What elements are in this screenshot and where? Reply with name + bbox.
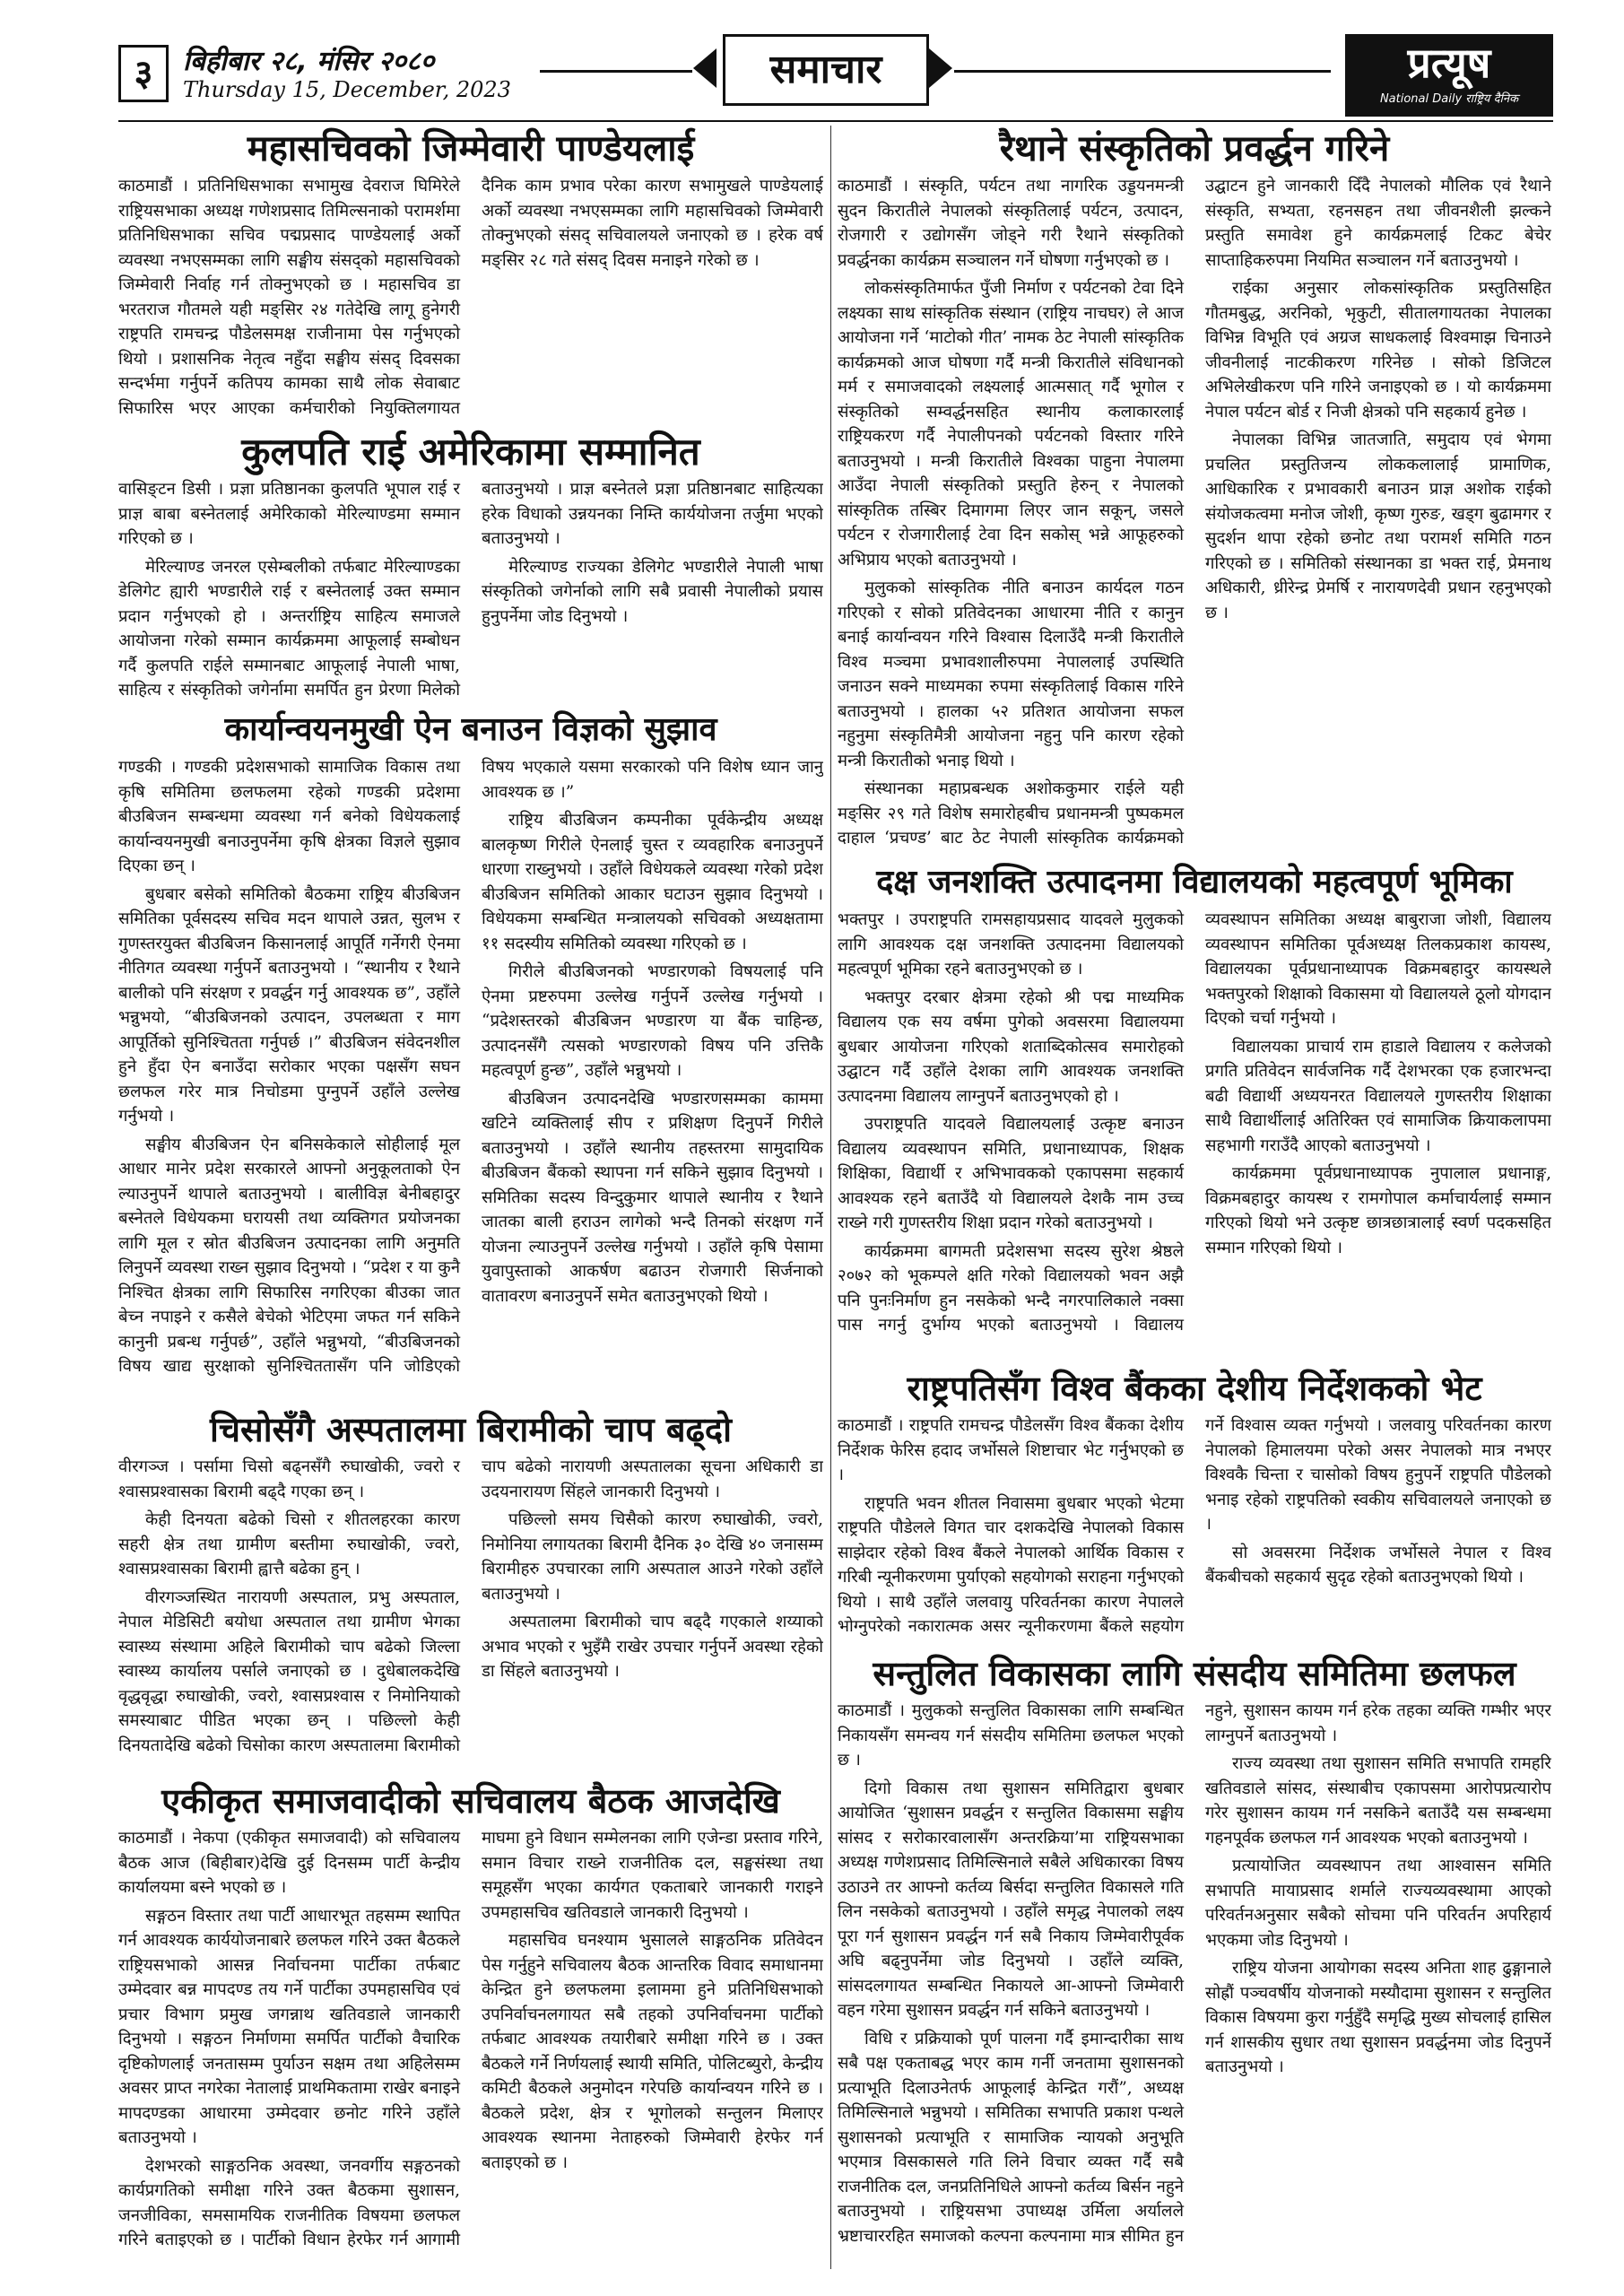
arrow-right-icon <box>929 48 952 88</box>
article-paragraph: विधि र प्रक्रियाको पूर्ण पालना गर्दै इमान्दारीका साथ सबै पक्ष एकताबद्ध भएर काम गर्नी जनतामा सुशासनको प्रत्याभूति दिलाउनेतर्फ आफूलाई केन्द्रित गरौं”, अध्यक्ष तिमिल्सिनाले भन्नुभयो । समितिका सभापति प्रकाश पन्थले सुशासनको प्रत्याभूति र सामाजिक न्यायको अनुभूति भएमात्र विसकासले गति लिने विचार व्यक्त गर्दै सबै राजनीतिक दल, जनप्रतिनिधिले आफ्नो कर्तव्य बिर्सन नहुने बताउनुभयो । राष्ट्रियसभा उपाध्यक्ष उर्मिला अर्यालले भ्रष्टाचाररहित समाजको कल्पना कल्पनामा मात्र सीमित हुन नहुने, सुशासन कायम गर्न हरेक तहका व्यक्ति गम्भीर भएर लाग्नुपर्ने बताउनुभयो । <box>838 1701 1551 2246</box>
article-paragraph: काठमाडौं । संस्कृति, पर्यटन तथा नागरिक उड्डयनमन्त्री सुदन किरातीले नेपालको संस्कृतिलाई पर्यटन, उत्पादन, रोजगारी र उद्योगसँग जोड्ने गरी रैथाने संस्कृतिको प्रवर्द्धनका कार्यक्रम सञ्चालन गर्ने घोषणा गर्नुभएको छ । <box>838 177 1184 270</box>
arrow-left-icon <box>693 48 716 88</box>
article-paragraph: मुलुकको सांस्कृतिक नीति बनाउन कार्यदल गठन गरिएको र सोको प्रतिवेदनका आधारमा नीति र कानुन बनाई कार्यान्वयन गरिने विश्वास दिलाउँदै मन्त्री किरातीले विश्व मञ्चमा प्रभावशालीरुपमा नेपाललाई उपस्थिति जनाउन सक्ने माध्यमका रुपमा संस्कृतिलाई विकास गरिने बताउनुभयो । हालका ५२ प्रतिशत आयोजना सफल नहुनुमा संस्कृतिमैत्री आयोजना नहुनु पनि कारण रहेको मन्त्री किरातीको भनाइ थियो । <box>838 578 1184 770</box>
article-headline: दक्ष जनशक्ति उत्पादनमा विद्यालयको महत्वपूर्ण भूमिका <box>876 864 1513 900</box>
article-paragraph: देशभरको साङ्गठनिक अवस्था, जनवर्गीय सङ्गठनको कार्यप्रगतिको समीक्षा गरिने उक्त बैठकमा सुशासन, जनजीविका, समसामयिक राजनीतिक विषयमा छलफल गरिने बताइएको छ । पार्टीको विधान हेरफेर गर्न आगामी माघमा हुने विधान सम्मेलनका लागि एजेन्डा प्रस्ताव गरिने, समान विचार राख्ने राजनीतिक दल, सङ्घसंस्था तथा समूहसँग भएका कार्यगत एकताबारे जानकारी गराइने उपमहासचिव खतिवडाले जानकारी दिनुभयो । <box>118 1829 823 2249</box>
article-paragraph: प्रत्यायोजित व्यवस्थापन तथा आश्वासन समिति सभापति मायाप्रसाद शर्माले राज्यव्यवस्थामा आएको परिवर्तनअनुसार सबैको सोचमा पनि परिवर्तन अपरिहार्य भएकमा जोड दिनुभयो । <box>1205 1857 1551 1950</box>
article-body <box>118 174 823 423</box>
article-body <box>118 755 823 1403</box>
article-paragraph: काठमाडौं । नेकपा (एकीकृत समाजवादी) को सचिवालय बैठक आज (बिहीबार)देखि दुई दिनसम्म पार्टी केन्द्रीय कार्यालयमा बस्ने भएको छ । <box>118 1829 460 1897</box>
article-paragraph: सङ्घीय बीउबिजन ऐन बनिसकेकाले सोहीलाई मूल आधार मानेर प्रदेश सरकारले आफ्नो अनुकूलताको ऐन ल्याउनुपर्ने थापाले बताउनुभयो । बालीविज्ञ बेनीबहादुर बस्नेतले विधेयकमा घरायसी तथा व्यक्तिगत प्रयोजनका लागि मूल र स्रोत बीउबिजन उत्पादनका लागि अनुमति लिनुपर्ने व्यवस्था राख्न सुझाव दिनुभयो । “प्रदेश र या कुनै निश्चित क्षेत्रका लागि सिफारिस नगरिएका बीउका जात बेच्न नपाइने र कसैले बेचेको भेटिएमा जफत गर्न सकिने कानुनी प्रबन्ध गर्नुपर्छ”, उहाँले भन्नुभयो, “बीउबिजनको विषय खाद्य सुरक्षाको सुनिश्चिततासँग पनि जोडिएको विषय भएकाले यसमा सरकारको पनि विशेष ध्यान जानु आवश्यक छ ।” <box>118 758 823 1376</box>
article-body <box>118 1826 823 2266</box>
article-body <box>838 1699 1551 2266</box>
article-body <box>118 1455 823 1774</box>
article-paragraph: उपराष्ट्रपति यादवले विद्यालयलाई उत्कृष्ट बनाउन विद्यालय व्यवस्थापन समिति, प्रधानाध्यापक, शिक्षक शिक्षिका, विद्यार्थी र अभिभावककाे एकापसमा सहकार्य आवश्यक रहने बताउँदै यो विद्यालयले देशकै नाम उच्च राख्ने गरी गुणस्तरीय शिक्षा प्रदान गरेको बताउनुभयो । <box>838 1115 1184 1232</box>
article-body <box>838 174 1551 856</box>
article-headline: चिसोसँगै अस्पतालमा बिरामीको चाप बढ्दो <box>210 1410 732 1449</box>
article-paragraph: कार्यक्रममा बागमती प्रदेशसभा सदस्य सुरेश श्रेष्ठले २०७२ को भूकम्पले क्षति गरेको विद्यालयको भवन अझै पनि पुनःनिर्माण हुन नसकेको भन्दै नगरपालिकाले नक्सा पास नगर्नु दुर्भाग्य भएको बताउनुभयो । विद्यालय व्यवस्थापन समितिका अध्यक्ष बाबुराजा जोशी, विद्यालय व्यवस्थापन समितिका पूर्वअध्यक्ष तिलकप्रकाश कायस्थ, विद्यालयका पूर्वप्रधानाध्यापक विक्रमबहादुर कायस्थले भक्तपुरको शिक्षाको विकासमा यो विद्यालयले ठूलो योगदान दिएको चर्चा गर्नुभयो । <box>838 910 1551 1335</box>
article-paragraph: बीउबिजन उत्पादनदेखि भण्डारणसम्मका काममा खटिने व्यक्तिलाई सीप र प्रशिक्षण दिनुपर्ने गिरीले बताउनुभयो । उहाँले स्थानीय तहस्तरमा सामुदायिक बीउबिजन बैंकको स्थापना गर्न सकिने सुझाव दिनुभयो । समितिका सदस्य विन्दुकुमार थापाले स्थानीय र रैथाने जातका बाली हराउन लागेको भन्दै तिनको संरक्षण गर्ने योजना ल्याउनुपर्ने उल्लेख गर्नुभयो । उहाँले कृषि पेसामा युवापुस्ताको आकर्षण बढाउन रोजगारी सिर्जनाको वातावरण बनाउनुपर्ने समेत बताउनुभएको थियो । <box>482 1089 823 1306</box>
article-paragraph: बुधबार बसेको समितिको बैठकमा राष्ट्रिय बीउबिजन समितिका पूर्वसदस्य सचिव मदन थापाले उन्नत, सुलभ र गुणस्तरयुक्त बीउबिजन किसानलाई आपूर्ति गर्नेगरी ऐनमा नीतिगत व्यवस्था गर्नुपर्ने बताउनुभयो । “स्थानीय र रैथाने बालीको पनि संरक्षण र प्रवर्द्धन गर्नु आवश्यक छ”, उहाँले भन्नुभयो, “बीउबिजनको उत्पादन, उपलब्धता र माग आपूर्तिको सुनिश्चितता गर्नुपर्छ ।” बीउबिजन संवेदनशील हुने हुँदा ऐन बनाउँदा सरोकार भएका पक्षसँग सघन छलफल गरेर मात्र निचोडमा पुग्नुपर्ने उहाँले उल्लेख गर्नुभयो । <box>118 884 460 1126</box>
article-paragraph: लोकसंस्कृतिमार्फत पुँजी निर्माण र पर्यटनको टेवा दिने लक्ष्यका साथ सांस्कृतिक संस्थान (राष्ट्रिय नाचघर) ले आज आयोजना गर्ने ‘माटोको गीत’ नामक ठेट नेपाली सांस्कृतिक कार्यक्रमको आज घोषणा गर्दै मन्त्री किरातीले संविधानको मर्म र समाजवादको लक्ष्यलाई आत्मसात् गर्दै भूगोल र संस्कृतिको सम्वर्द्धनसहित स्थानीय कलाकारलाई राष्ट्रियकरण गर्दै नेपालीपनको पर्यटनको विस्तार गरिने बताउनुभयो । मन्त्री किरातीले विश्वका पाहुना नेपालमा आउँदा नेपाली संस्कृतिको प्रस्तुति हेरुन् र नेपालको सांस्कृतिक तस्बिर दिमागमा लिएर जान सकून्, जसले पर्यटन र रोजगारीलाई टेवा दिन सकोस् भन्ने आफूहरुको अभिप्राय भएको बताउनुभयो । <box>838 279 1184 570</box>
article-paragraph: पछिल्लो समय चिसैको कारण रुघाखोकी, ज्वरो, निमोनिया लगायतका बिरामी दैनिक ३० देखि ४० जनासम्म बिरामीहरु उपचारका लागि अस्पताल आउने गरेको उहाँले बताउनुभयो । <box>482 1510 823 1604</box>
date-nepali: बिहीबार २८, मंसिर २०८० <box>183 46 435 77</box>
article-paragraph: गण्डकी । गण्डकी प्रदेशसभाको सामाजिक विकास तथा कृषि समितिमा छलफलमा रहेको गण्डकी प्रदेशमा बीउबिजन सम्बन्धमा व्यवस्था गर्न बनेको विधेयकलाई कार्यान्वयनमुखी बनाउनुपर्नेमा कृषि क्षेत्रका विज्ञले सुझाव दिएका छन् । <box>118 758 460 875</box>
article-paragraph: राईका अनुसार लोकसांस्कृतिक प्रस्तुतिसहित गौतमबुद्ध, अरनिको, भृकुटी, सीतालगायतका नेपालका विभिन्न विभूति एवं अग्रज साधकलाई विश्वमाझ चिनाउने जीवनीलाई नाटकीकरण गरिनेछ । सोको डिजिटल अभिलेखीकरण पनि गरिने जनाइएको छ । यो कार्यक्रममा नेपाल पर्यटन बोर्ड र निजी क्षेत्रको पनि सहकार्य हुनेछ । <box>1205 279 1551 422</box>
logo-subtitle: National Daily राष्ट्रिय दैनिक <box>1379 92 1519 106</box>
newspaper-logo <box>1345 34 1553 117</box>
page-number: ३ <box>118 45 169 102</box>
article-paragraph: कार्यक्रममा पूर्वप्रधानाध्यापक नुपालाल प्रधानाङ्ग, विक्रमबहादुर कायस्थ र रामगोपाल कर्माचार्यलाई सम्मान गरिएको थियो भने उत्कृष्ट छात्रछात्रालाई स्वर्ण पदकसहित सम्मान गरिएको थियो । <box>1205 1164 1551 1257</box>
article-headline: राष्ट्रपतिसँग विश्व बैंकका देशीय निर्देशकको भेट <box>907 1369 1482 1408</box>
masthead-rule-left <box>540 70 692 73</box>
column-divider <box>830 126 831 2269</box>
article-headline: कार्यान्वयनमुखी ऐन बनाउन विज्ञको सुझाव <box>224 711 717 748</box>
article-paragraph: मेरिल्याण्ड राज्यका डेलिगेट भण्डारीले नेपाली भाषा संस्कृतिको जगेर्नाको लागि सबै प्रवासी नेपालीको प्रयास हुनुपर्नेमा जोड दिनुभयो । <box>482 557 823 626</box>
article-paragraph: मेरिल्याण्ड जनरल एसेम्बलीको तर्फबाट मेरिल्याण्डका डेलिगेट ह्यारी भण्डारीले राई र बस्नेतलाई उक्त सम्मान प्रदान गर्नुभएको हो । अन्तर्राष्ट्रिय साहित्य समाजले आयोजना गरेको सम्मान कार्यक्रममा आफूलाई सम्बोधन गर्दै कुलपति राईले सम्मानबाट आफूलाई नेपाली भाषा, साहित्य र संस्कृतिको जगेर्नामा समर्पित हुन प्रेरणा मिलेको बताउनुभयो । प्राज्ञ बस्नेतले प्रज्ञा प्रतिष्ठानबाट साहित्यका हरेक विधाको उन्नयनका निम्ति कार्ययोजना तर्जुमा भएको बताउनुभयो । <box>118 480 823 700</box>
article-paragraph: काठमाडौं । मुलुकको सन्तुलित विकासका लागि सम्बन्धित निकायसँग समन्वय गर्न संसदीय समितिमा छलफल भएको छ । <box>838 1701 1184 1770</box>
article-paragraph: वीरगञ्ज । पर्सामा चिसो बढ्नसँगै रुघाखोकी, ज्वरो र श्वासप्रश्वासका बिरामी बढ्दै गएका छन् । <box>118 1457 460 1501</box>
article-body <box>118 477 823 703</box>
article-paragraph: दिगो विकास तथा सुशासन समितिद्वारा बुधबार आयोजित ‘सुशासन प्रवर्द्धन र सन्तुलित विकासमा सङ्घीय सांसद र सरोकारवालासँग अन्तरक्रिया’मा राष्ट्रियसभाका अध्यक्ष गणेशप्रसाद तिमिल्सिनाले सबैले अधिकारका विषय उठाउने तर आफ्नो कर्तव्य बिर्सदा सन्तुलित विकासले गति लिन नसकेको बताउनुभयो । उहाँले समृद्ध नेपालको लक्ष्य पूरा गर्न सुशासन प्रवर्द्धन गर्न सबै निकाय जिम्मेवारीपूर्वक अघि बढ्नुपर्नेमा जोड दिनुभयो । उहाँले व्यक्ति, सांसदलगायत सम्बन्धित निकायले आ-आफ्नो जिम्मेवारी वहन गरेमा सुशासन प्रवर्द्धन गर्न सकिने बताउनुभयो । <box>838 1779 1184 2020</box>
masthead <box>118 34 1553 117</box>
date-english: Thursday 15, December, 2023 <box>183 77 511 102</box>
article-paragraph: काठमाडौं । राष्ट्रपति रामचन्द्र पौडेलसँग विश्व बैंकका देशीय निर्देशक फेरिस हदाद जर्भोसले शिष्टाचार भेट गर्नुभएको छ । <box>838 1416 1184 1484</box>
article-paragraph: भक्तपुर दरबार क्षेत्रमा रहेको श्री पद्म माध्यमिक विद्यालय एक सय वर्षमा पुगेको अवसरमा विद्यालयमा बुधबार आयोजना गरिएको शताब्दिकोत्सव समारोहको उद्घाटन गर्दै उहाँले देशका लागि आवश्यक जनशक्ति उत्पादनमा विद्यालय लाग्नुपर्ने बताउनुभएको हो । <box>838 987 1184 1106</box>
article-paragraph: केही दिनयता बढेको चिसो र शीतलहरका कारण सहरी क्षेत्र तथा ग्रामीण बस्तीमा रुघाखोकी, ज्वरो, श्वासप्रश्वासका बिरामी ह्वात्तै बढेका हुन् । <box>118 1510 460 1578</box>
article-headline: कुलपति राई अमेरिकामा सम्मानित <box>241 430 700 474</box>
header-divider <box>118 120 1553 122</box>
article-headline: सन्तुलित विकासका लागि संसदीय समितिमा छलफल <box>873 1654 1516 1693</box>
article-body <box>838 908 1551 1361</box>
article-paragraph: राष्ट्रपति भवन शीतल निवासमा बुधबार भएको भेटमा राष्ट्रपति पौडेलले विगत चार दशकदेखि नेपालको विकास साझेदार रहेको विश्व बैंकले नेपालको आर्थिक विकास र गरिबी न्यूनीकरणमा पुर्याएको सहयोगको सराहना गर्नुभएको थियो । साथै उहाँले जलवायु परिवर्तनका कारण नेपालले भोग्नुपरेको नकारात्मक असर न्यूनीकरणमा बैंकले सहयोग गर्ने विश्वास व्यक्त गर्नुभयो । जलवायु परिवर्तनका कारण नेपालको हिमालयमा परेको असर नेपालको मात्र नभएर विश्वकै चिन्ता र चासोको विषय हुनुपर्ने राष्ट्रपति पौडेलको भनाइ रहेको राष्ट्रपतिको स्वकीय सचिवालयले जनाएको छ । <box>838 1416 1551 1636</box>
article-headline: एकीकृत समाजवादीको सचिवालय बैठक आजदेखि <box>161 1781 780 1821</box>
article-body <box>838 1413 1551 1647</box>
article-paragraph: सो अवसरमा निर्देशक जर्भोसले नेपाल र विश्व बैंकबीचको सहकार्य सुदृढ रहेको बताउनुभएको थियो । <box>1205 1543 1551 1587</box>
article-paragraph: सङ्गठन विस्तार तथा पार्टी आधारभूत तहसम्म स्थापित गर्न आवश्यक कार्ययोजनाबारे छलफल गरिने उक्त बैठकले राष्ट्रियसभाको आसन्न निर्वाचनमा पार्टीका तर्फबाट उम्मेदवार बन्न मापदण्ड तय गर्ने पार्टीका उपमहासचिव एवं प्रचार विभाग प्रमुख जगन्नाथ खतिवडाले जानकारी दिनुभयो । सङ्गठन निर्माणमा समर्पित पार्टीको वैचारिक दृष्टिकोणलाई जनतासम्म पुर्याउन सक्षम तथा अहिलेसम्म अवसर प्राप्त नगरेका नेतालाई प्राथमिकतामा राखेर बनाइने मापदण्डका आधारमा उम्मेदवार छनोट गरिने उहाँले बताउनुभयो । <box>118 1906 460 2147</box>
article-paragraph: राज्य व्यवस्था तथा सुशासन समिति सभापति रामहरि खतिवडाले सांसद, संस्थाबीच एकापसमा आरोपप्रत्यारोप गरेर सुशासन कायम गर्न नसकिने बताउँदै यस सम्बन्धमा गहनपूर्वक छलफल गर्न आवश्यक भएको बताउनुभयो । <box>1205 1754 1551 1848</box>
masthead-rule-right <box>954 70 1331 73</box>
article-headline: रैथाने संस्कृतिको प्रवर्द्धन गरिने <box>999 128 1390 170</box>
article-paragraph: विद्यालयका प्राचार्य राम हाडाले विद्यालय र कलेजको प्रगति प्रतिवेदन सार्वजनिक गर्दै देशभरका एक हजारभन्दा बढी विद्यार्थी अध्ययनरत विद्यालयले गुणस्तरीय शिक्षाका साथै विद्यार्थीलाई अतिरिक्त एवं सामाजिक क्रियाकलापमा सहभागी गराउँदै आएको बताउनुभयो । <box>1205 1037 1551 1155</box>
article-paragraph: काठमाडौं । प्रतिनिधिसभाका सभामुख देवराज घिमिरेले राष्ट्रियसभाका अध्यक्ष गणेशप्रसाद तिमिल्सनाको परामर्शमा प्रतिनिधिसभाका सचिव पद्मप्रसाद पाण्डेयलाई अर्को व्यवस्था नभएसम्मका लागि सङ्घीय संसद्को महासचिवको जिम्मेवारी निर्वाह गर्न तोक्नुभएको छ । महासचिव डा भरतराज गौतमले यही मङ्सिर २४ गतेदेखि लागू हुनेगरी राष्ट्रपति रामचन्द्र पौडेलसमक्ष राजीनामा पेस गर्नुभएको थियो । प्रशासनिक नेतृत्व नहुँदा सङ्घीय संसद् दिवसका सन्दर्भमा गर्नुपर्ने कतिपय कामका साथै लोक सेवाबाट सिफारिस भएर आएका कर्मचारीको नियुक्तिलगायत दैनिक काम प्रभाव परेका कारण सभामुखले पाण्डेयलाई अर्को व्यवस्था नभएसम्मका लागि महासचिवको जिम्मेवारी तोक्नुभएको संसद् सचिवालयले जनाएको छ । हरेक वर्ष मङ्सिर २८ गते संसद् दिवस मनाइने गरेको छ । <box>118 177 823 418</box>
article-paragraph: अस्पतालमा बिरामीको चाप बढ्दै गएकाले शय्याको अभाव भएको र भुइँमै राखेर उपचार गर्नुपर्ने अवस्था रहेको डा सिंहले बताउनुभयो । <box>482 1613 823 1681</box>
article-paragraph: वीरगञ्जस्थित नारायणी अस्पताल, प्रभु अस्पताल, नेपाल मेडिसिटी बयोधा अस्पताल तथा ग्रामीण भेगका स्वास्थ्य संस्थामा अहिले बिरामीको चाप बढेको जिल्ला स्वास्थ्य कार्यालय पर्साले जनाएको छ । दुधेबालकदेखि वृद्धवृद्धा रुघाखोकी, ज्वरो, श्वासप्रश्वास र निमोनियाको समस्याबाट पीडित भएका छन् । पछिल्लो केही दिनयतादेखि बढेको चिसोका कारण अस्पतालमा बिरामीको चाप बढेको नारायणी अस्पतालका सूचना अधिकारी डा उदयनारायण सिंहले जानकारी दिनुभयो । <box>118 1457 823 1755</box>
article-headline: महासचिवको जिम्मेवारी पाण्डेयलाई <box>247 128 695 170</box>
section-title: समाचार <box>723 34 929 106</box>
article-paragraph: नेपालका विभिन्न जातजाति, समुदाय एवं भेगमा प्रचलित प्रस्तुतिजन्य लोककलालाई प्रामाणिक, आधिकारिक र प्रभावकारी बनाउन प्राज्ञ अशोक राईको संयोजकत्वमा मनोज जोशी, कृष्ण गुरुङ, खड्ग बुढामगर र सुदर्शन थापा रहेको छनोट तथा परामर्श समिति गठन गरिएको छ । समितिको संस्थानका डा भक्त राई, प्रेमनाथ अधिकारी, ध्रीरेन्द्र प्रेमर्षि र नारायणदेवी प्रधान रहनुभएको छ । <box>1205 430 1551 622</box>
logo-title: प्रत्यूष <box>1407 39 1491 87</box>
article-paragraph: वासिङ्टन डिसी । प्रज्ञा प्रतिष्ठानका कुलपति भूपाल राई र प्राज्ञ बाबा बस्नेतलाई अमेरिकाको मेरिल्याण्डमा सम्मान गरिएको छ । <box>118 480 460 548</box>
article-paragraph: गिरीले बीउबिजनको भण्डारणको विषयलाई पनि ऐनमा प्रष्टरुपमा उल्लेख गर्नुपर्ने उल्लेख गर्नुभयो । “प्रदेशस्तरको बीउबिजन भण्डारण या बैंक चाहिन्छ, उत्पादनसँगै त्यसको भण्डारणको विषय पनि उत्तिकै महत्वपूर्ण हुन्छ”, उहाँले भन्नुभयो । <box>482 962 823 1080</box>
article-paragraph: महासचिव घनश्याम भुसालले साङ्गठनिक प्रतिवेदन पेस गर्नुहुने सचिवालय बैठक आन्तरिक विवाद समाधानमा केन्द्रित हुने छलफलमा इलाममा हुने प्रतिनिधिसभाको उपनिर्वाचनलगायत सबै तहको उपनिर्वाचनमा पार्टीको तर्फबाट आवश्यक तयारीबारे समीक्षा गरिने छ । उक्त बैठकले गर्ने निर्णयलाई स्थायी समिति, पोलिटब्युरो, केन्द्रीय कमिटी बैठकले अनुमोदन गरेपछि कार्यान्वयन गरिने छ । बैठकले प्रदेश, क्षेत्र र भूगोलको सन्तुलन मिलाएर आवश्यक स्थानमा नेताहरुको जिम्मेवारी हेरफेर गर्न बताइएको छ । <box>482 1931 823 2172</box>
article-paragraph: भक्तपुर । उपराष्ट्रपति रामसहायप्रसाद यादवले मुलुकको लागि आवश्यक दक्ष जनशक्ति उत्पादनमा विद्यालयको महत्वपूर्ण भूमिका रहने बताउनुभएको छ । <box>838 910 1184 978</box>
article-paragraph: राष्ट्रिय योजना आयोगका सदस्य अनिता शाह ढुङ्गानाले सोह्रौं पञ्चवर्षीय योजनाको मस्यौदामा सुशासन र सन्तुलित विकास विषयमा कुरा गर्नुहुँदै समृद्धि मुख्य सोचलाई हासिल गर्न शासकीय सुधार तथा सुशासन प्रवर्द्धनमा जोड दिनुपर्ने बताउनुभयो । <box>1205 1959 1551 2076</box>
article-paragraph: संस्थानका महाप्रबन्धक अशोककुमार राईले यही मङ्सिर २९ गते विशेष समारोहबीच प्रधानमन्त्री पुष्पकमल दाहाल ‘प्रचण्ड’ बाट ठेट नेपाली सांस्कृतिक कार्यक्रमको उद्घाटन हुने जानकारी दिँदै नेपालको मौलिक एवं रैथाने संस्कृति, सभ्यता, रहनसहन तथा जीवनशैली झल्कने प्रस्तुति समावेश हुने कार्यक्रमलाई टिकट बेचेर साप्ताहिकरुपमा नियमित सञ्चालन गर्ने बताउनुभयो । <box>838 177 1551 848</box>
article-paragraph: राष्ट्रिय बीउबिजन कम्पनीका पूर्वकेन्द्रीय अध्यक्ष बालकृष्ण गिरीले ऐनलाई चुस्त र व्यवहारिक बनाउनुपर्ने धारणा राख्नुभयो । उहाँले विधेयकले व्यवस्था गरेको प्रदेश बीउबिजन समितिको आकार घटाउन सुझाव दिनुभयो । विधेयकमा सम्बन्धित मन्त्रालयको सचिवको अध्यक्षतामा ११ सदस्यीय समितिको व्यवस्था गरिएको छ । <box>482 811 823 953</box>
